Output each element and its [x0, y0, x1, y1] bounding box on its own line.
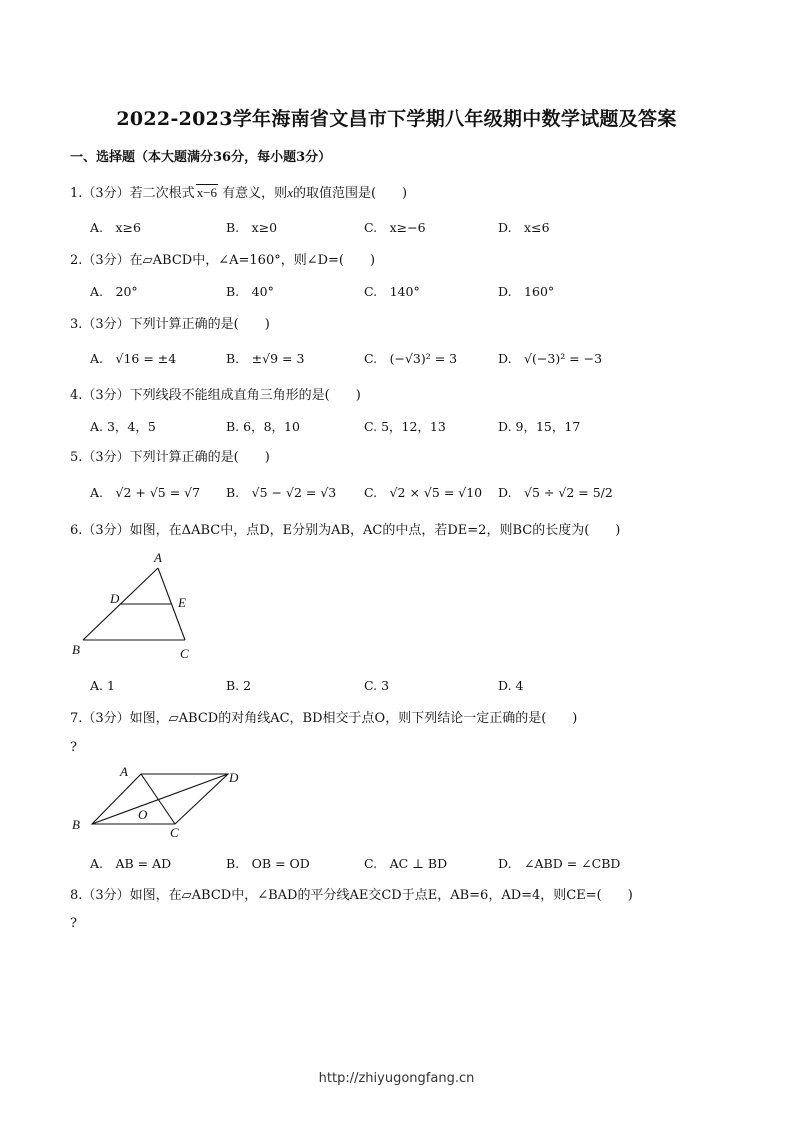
q1-var: x [287, 185, 293, 200]
q5-option-a[interactable]: A. √2 + √5 = √7 [90, 485, 201, 500]
footer-url: http://zhiyugongfang.cn [318, 1071, 475, 1086]
section-heading: 一、选择题（本大题满分36分，每小题3分） [70, 150, 332, 165]
q6-label-e: E [178, 595, 186, 610]
q7-option-d[interactable]: D. ∠ABD = ∠CBD [498, 856, 621, 871]
q2-option-a[interactable]: A. 20° [90, 284, 138, 299]
q7-note: ? [70, 740, 77, 755]
q4-option-d[interactable]: D. 9，15，17 [498, 419, 581, 434]
q3-option-c[interactable]: C. (−√3)² = 3 [364, 351, 458, 366]
q2-option-c[interactable]: C. 140° [364, 284, 420, 299]
q4-option-a[interactable]: A. 3，4，5 [90, 419, 156, 434]
question-7-stem: 7.（3分）如图，▱ABCD的对角线AC，BD相交于点O，则下列结论一定正确的是( ) [70, 711, 578, 726]
q7-diagonal-bd [92, 774, 228, 824]
q1-option-d[interactable]: D. x≤6 [498, 220, 550, 235]
q3-option-a[interactable]: A. √16 = ±4 [90, 351, 177, 366]
q4-option-c[interactable]: C. 5，12，13 [364, 419, 446, 434]
question-1-stem [70, 182, 407, 201]
q4-option-b[interactable]: B. 6，8，10 [226, 419, 300, 434]
q1-radicand: x−6 [196, 185, 218, 200]
q1-suffix: 的取值范围是( ) [292, 186, 408, 201]
question-8-stem: 8.（3分）如图，在▱ABCD中，∠BAD的平分线AE交CD于点E，AB=6，AD=4，则CE=( ) [70, 888, 633, 903]
q3-option-d[interactable]: D. √(−3)² = −3 [498, 351, 603, 366]
question-3-stem: 3.（3分）下列计算正确的是( ) [70, 317, 270, 332]
q6-option-d[interactable]: D. 4 [498, 678, 524, 693]
q7-option-c[interactable]: C. AC ⊥ BD [364, 856, 448, 871]
q5-option-d[interactable]: D. √5 ÷ √2 = 5/2 [498, 485, 613, 500]
q6-option-b[interactable]: B. 2 [226, 678, 252, 693]
q1-option-a[interactable]: A. x≥6 [90, 220, 141, 235]
question-4-stem: 4.（3分）下列线段不能组成直角三角形的是( ) [70, 388, 361, 403]
q7-option-a[interactable]: A. AB = AD [90, 856, 172, 871]
page-title: 2022-2023学年海南省文昌市下学期八年级期中数学试题及答案 [116, 108, 677, 130]
q5-option-c[interactable]: C. √2 × √5 = √10 [364, 485, 483, 500]
q6-triangle-figure [70, 548, 210, 663]
question-2-stem: 2.（3分）在▱ABCD中，∠A=160°，则∠D=( ) [70, 253, 376, 268]
q7-label-a: A [120, 764, 128, 779]
q7-label-b: B [72, 817, 80, 832]
q6-option-a[interactable]: A. 1 [90, 678, 115, 693]
q7-label-c: C [170, 825, 179, 840]
q1-option-c[interactable]: C. x≥−6 [364, 220, 426, 235]
q6-label-d: D [110, 591, 120, 606]
q1-mid: 有意义，则 [222, 186, 288, 201]
question-6-stem: 6.（3分）如图，在ΔABC中，点D，E分别为AB，AC的中点，若DE=2，则BC的长度为( ) [70, 523, 621, 538]
q1-option-b[interactable]: B. x≥0 [226, 220, 278, 235]
q1-prefix: 1.（3分）若二次根式 [70, 186, 195, 201]
q6-label-b: B [72, 642, 80, 657]
q2-option-b[interactable]: B. 40° [226, 284, 274, 299]
q5-option-b[interactable]: B. √5 − √2 = √3 [226, 485, 337, 500]
q8-note: ? [70, 916, 77, 931]
q7-parallelogram-figure [68, 762, 248, 842]
q3-option-b[interactable]: B. ±√9 = 3 [226, 351, 305, 366]
question-5-stem: 5.（3分）下列计算正确的是( ) [70, 450, 270, 465]
q7-option-b[interactable]: B. OB = OD [226, 856, 310, 871]
q6-option-c[interactable]: C. 3 [364, 678, 390, 693]
q6-label-a: A [154, 550, 162, 565]
q7-label-d: D [229, 770, 239, 785]
q2-option-d[interactable]: D. 160° [498, 284, 555, 299]
q6-label-c: C [180, 646, 189, 661]
q7-label-o: O [138, 807, 148, 822]
